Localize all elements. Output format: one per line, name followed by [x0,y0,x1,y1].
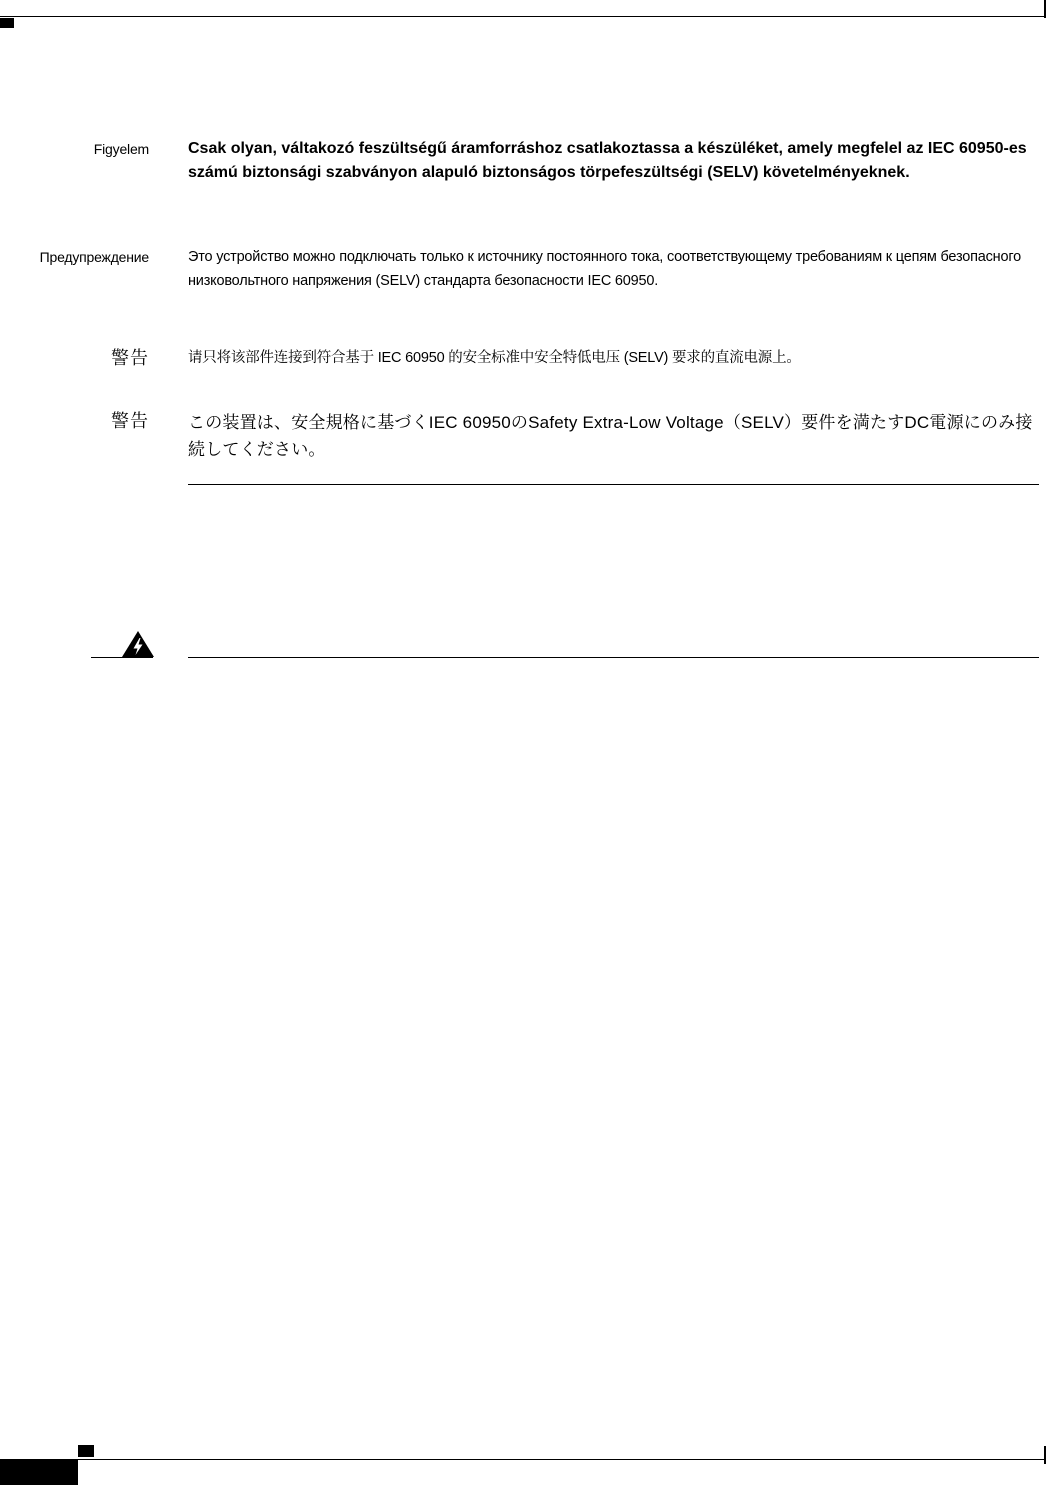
warning-label: 警告 [111,411,149,431]
warning-text: Это устройство можно подключать только к источнику постоянного тока, соответствующему требованиям к цепям безопасного низковольтного напряжения (SELV) стандарта безопасности IEC 60950. [188,249,1021,289]
footer-rule [0,1459,1044,1460]
footer-page-block [0,1460,78,1485]
warning-rule [188,657,1039,658]
warning-label: Предупреждение [39,249,149,265]
icon-rule [91,657,153,658]
warning-triangle-lightning-icon [121,630,155,658]
warning-label: Figyelem [93,141,149,157]
warning-label: 警告 [111,348,149,368]
footer-right-tick [1044,1446,1046,1464]
section-end-rule [188,484,1039,485]
warning-text: 请只将该部件连接到符合基于 IEC 60950 的安全标准中安全特低电压 (SELV) 要求的直流电源上。 [188,350,801,366]
header-rule [0,16,1044,17]
header-corner-mark [0,18,14,28]
footer-mark [78,1445,94,1457]
header-right-tick [1044,0,1046,18]
warning-text: この装置は、安全規格に基づくIEC 60950のSafety Extra-Low Voltage（SELV）要件を満たすDC電源にのみ接続してください。 [188,413,1033,459]
warning-text: Csak olyan, váltakozó feszültségű áramforráshoz csatlakoztassa a készüléket, amely megfelel az IEC 60950-es számú biztonsági szabványon alapuló biztonságos törpefeszültségi (SELV) követelményeknek. [188,140,1027,181]
